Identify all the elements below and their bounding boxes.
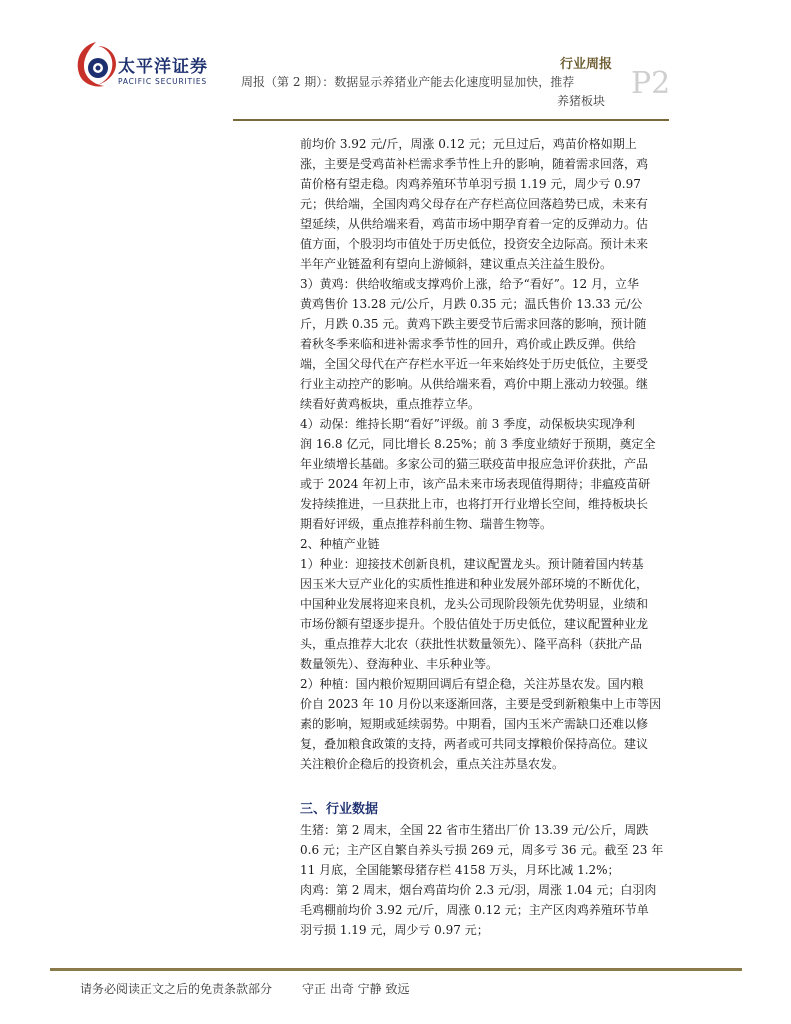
body-line: 行业主动控产的影响。从供给端来看，鸡价中期上涨动力较强。继	[300, 377, 649, 391]
data-line: 肉鸡：第 2 周末，烟台鸡苗均价 2.3 元/羽，周涨 1.04 元；白羽肉	[300, 883, 657, 897]
body-line: 头，重点推荐大北农（获批性状数量领先）、隆平高科（获批产品	[300, 637, 643, 651]
disclaimer-text: 请务必阅读正文之后的免责条款部分	[80, 982, 273, 996]
body-line: 因玉米大豆产业化的实质性推进和种业发展外部环境的不断优化，	[300, 577, 649, 591]
report-title: 周报（第 2 期）：数据显示养猪业产能去化速度明显加快，推荐	[241, 75, 575, 89]
body-line: 半年产业链盈利有望向上游倾斜，建议重点关注益生股份。	[300, 257, 613, 271]
body-line: 润 16.8 亿元，同比增长 8.25%；前 3 季度业绩好于预期，奠定全	[300, 437, 656, 451]
body-line: 期看好评级，重点推荐科前生物、瑞普生物等。	[300, 517, 553, 531]
body-line: 着秋冬季来临和进补需求季节性的回升，鸡价或止跌反弹。供给	[300, 337, 637, 351]
body-line: 望延续，从供给端来看，鸡苗市场中期孕育着一定的反弹动力。估	[300, 217, 649, 231]
body-line: 关注粮价企稳后的投资机会，重点关注苏垦农发。	[300, 757, 565, 771]
body-line: 市场份额有望逐步提升。个股估值处于历史低位，建议配置种业龙	[300, 617, 649, 631]
report-title-cont: 养猪板块	[557, 94, 606, 108]
data-line: 生猪：第 2 周末，全国 22 省市生猪出厂价 13.39 元/公斤，周跌	[300, 823, 649, 837]
body-line: 或于 2024 年初上市，该产品未来市场表现值得期待；非瘟疫苗研	[300, 477, 651, 491]
body-line: 苗价格有望走稳。肉鸡养殖环节单羽亏损 1.19 元，周少亏 0.97	[300, 177, 641, 191]
body-line: 1）种业：迎接技术创新良机，建议配置龙头。预计随着国内转基	[300, 557, 644, 571]
logo-name-cn: 太平洋证券	[118, 57, 208, 77]
body-line: 3）黄鸡：供给收缩或支撑鸡价上涨，给予“看好”。12 月，立华	[300, 277, 639, 291]
report-body	[300, 134, 685, 940]
body-line: 续看好黄鸡板块，重点推荐立华。	[300, 397, 481, 411]
body-line: 素的影响，短期或延续弱势。中期看，国内玉米产需缺口还难以修	[300, 717, 649, 731]
body-line: 涨，主要是受鸡苗补栏需求季节性上升的影响，随着需求回落，鸡	[300, 157, 649, 171]
page-number: P2	[631, 66, 671, 101]
report-category: 行业周报	[560, 57, 613, 72]
body-line: 发持续推进，一旦获批上市，也将打开行业增长空间，维持板块长	[300, 497, 649, 511]
body-line: 数量领先）、登海种业、丰乐种业等。	[300, 657, 499, 671]
data-line: 羽亏损 1.19 元，周少亏 0.97 元；	[300, 923, 489, 937]
body-line: 2）种植：国内粮价短期回调后有望企稳，关注苏垦农发。国内粮	[300, 677, 644, 691]
data-line: 毛鸡棚前均价 3.92 元/斤，周涨 0.12 元；主产区肉鸡养殖环节单	[300, 903, 649, 917]
body-line: 前均价 3.92 元/斤，周涨 0.12 元；元旦过后，鸡苗价格如期上	[300, 137, 637, 151]
body-line: 4）动保：维持长期“看好”评级。前 3 季度，动保板块实现净利	[300, 417, 636, 431]
body-line: 价自 2023 年 10 月份以来逐渐回落，主要是受到新粮集中上市等因	[300, 697, 662, 711]
body-line: 复，叠加粮食政策的支持，两者或可共同支撑粮价保持高位。建议	[300, 737, 649, 751]
header-divider	[233, 119, 669, 121]
body-line: 年业绩增长基础。多家公司的猫三联疫苗申报应急评价获批，产品	[300, 457, 649, 471]
body-line: 值方面，个股羽均市值处于历史低位，投资安全边际高。预计未来	[300, 237, 649, 251]
footer-divider	[50, 968, 742, 971]
body-line: 端，全国父母代在产存栏水平近一年来始终处于历史低位，主要受	[300, 357, 649, 371]
logo-name-en: PACIFIC SECURITIES	[118, 77, 207, 86]
section-title: 三、行业数据	[300, 802, 379, 817]
spacer	[300, 774, 685, 800]
data-line: 11 月底，全国能繁母猪存栏 4158 万头，月环比减 1.2%；	[300, 863, 620, 877]
company-motto: 守正 出奇 宁静 致远	[302, 982, 410, 996]
body-line: 元；供给端，全国肉鸡父母存在产存栏高位回落趋势已成，未来有	[300, 197, 649, 211]
body-line: 斤，月跌 0.35 元。黄鸡下跌主要受节后需求回落的影响，预计随	[300, 317, 647, 331]
data-line: 0.6 元；主产区自繁自养头亏损 269 元，周多亏 36 元。截至 23 年	[300, 843, 664, 857]
subsection-heading: 2、种植产业链	[300, 537, 380, 551]
body-line: 黄鸡售价 13.28 元/公斤，月跌 0.35 元；温氏售价 13.33 元/公	[300, 297, 643, 311]
body-line: 中国种业发展将迎来良机，龙头公司现阶段领先优势明显，业绩和	[300, 597, 649, 611]
